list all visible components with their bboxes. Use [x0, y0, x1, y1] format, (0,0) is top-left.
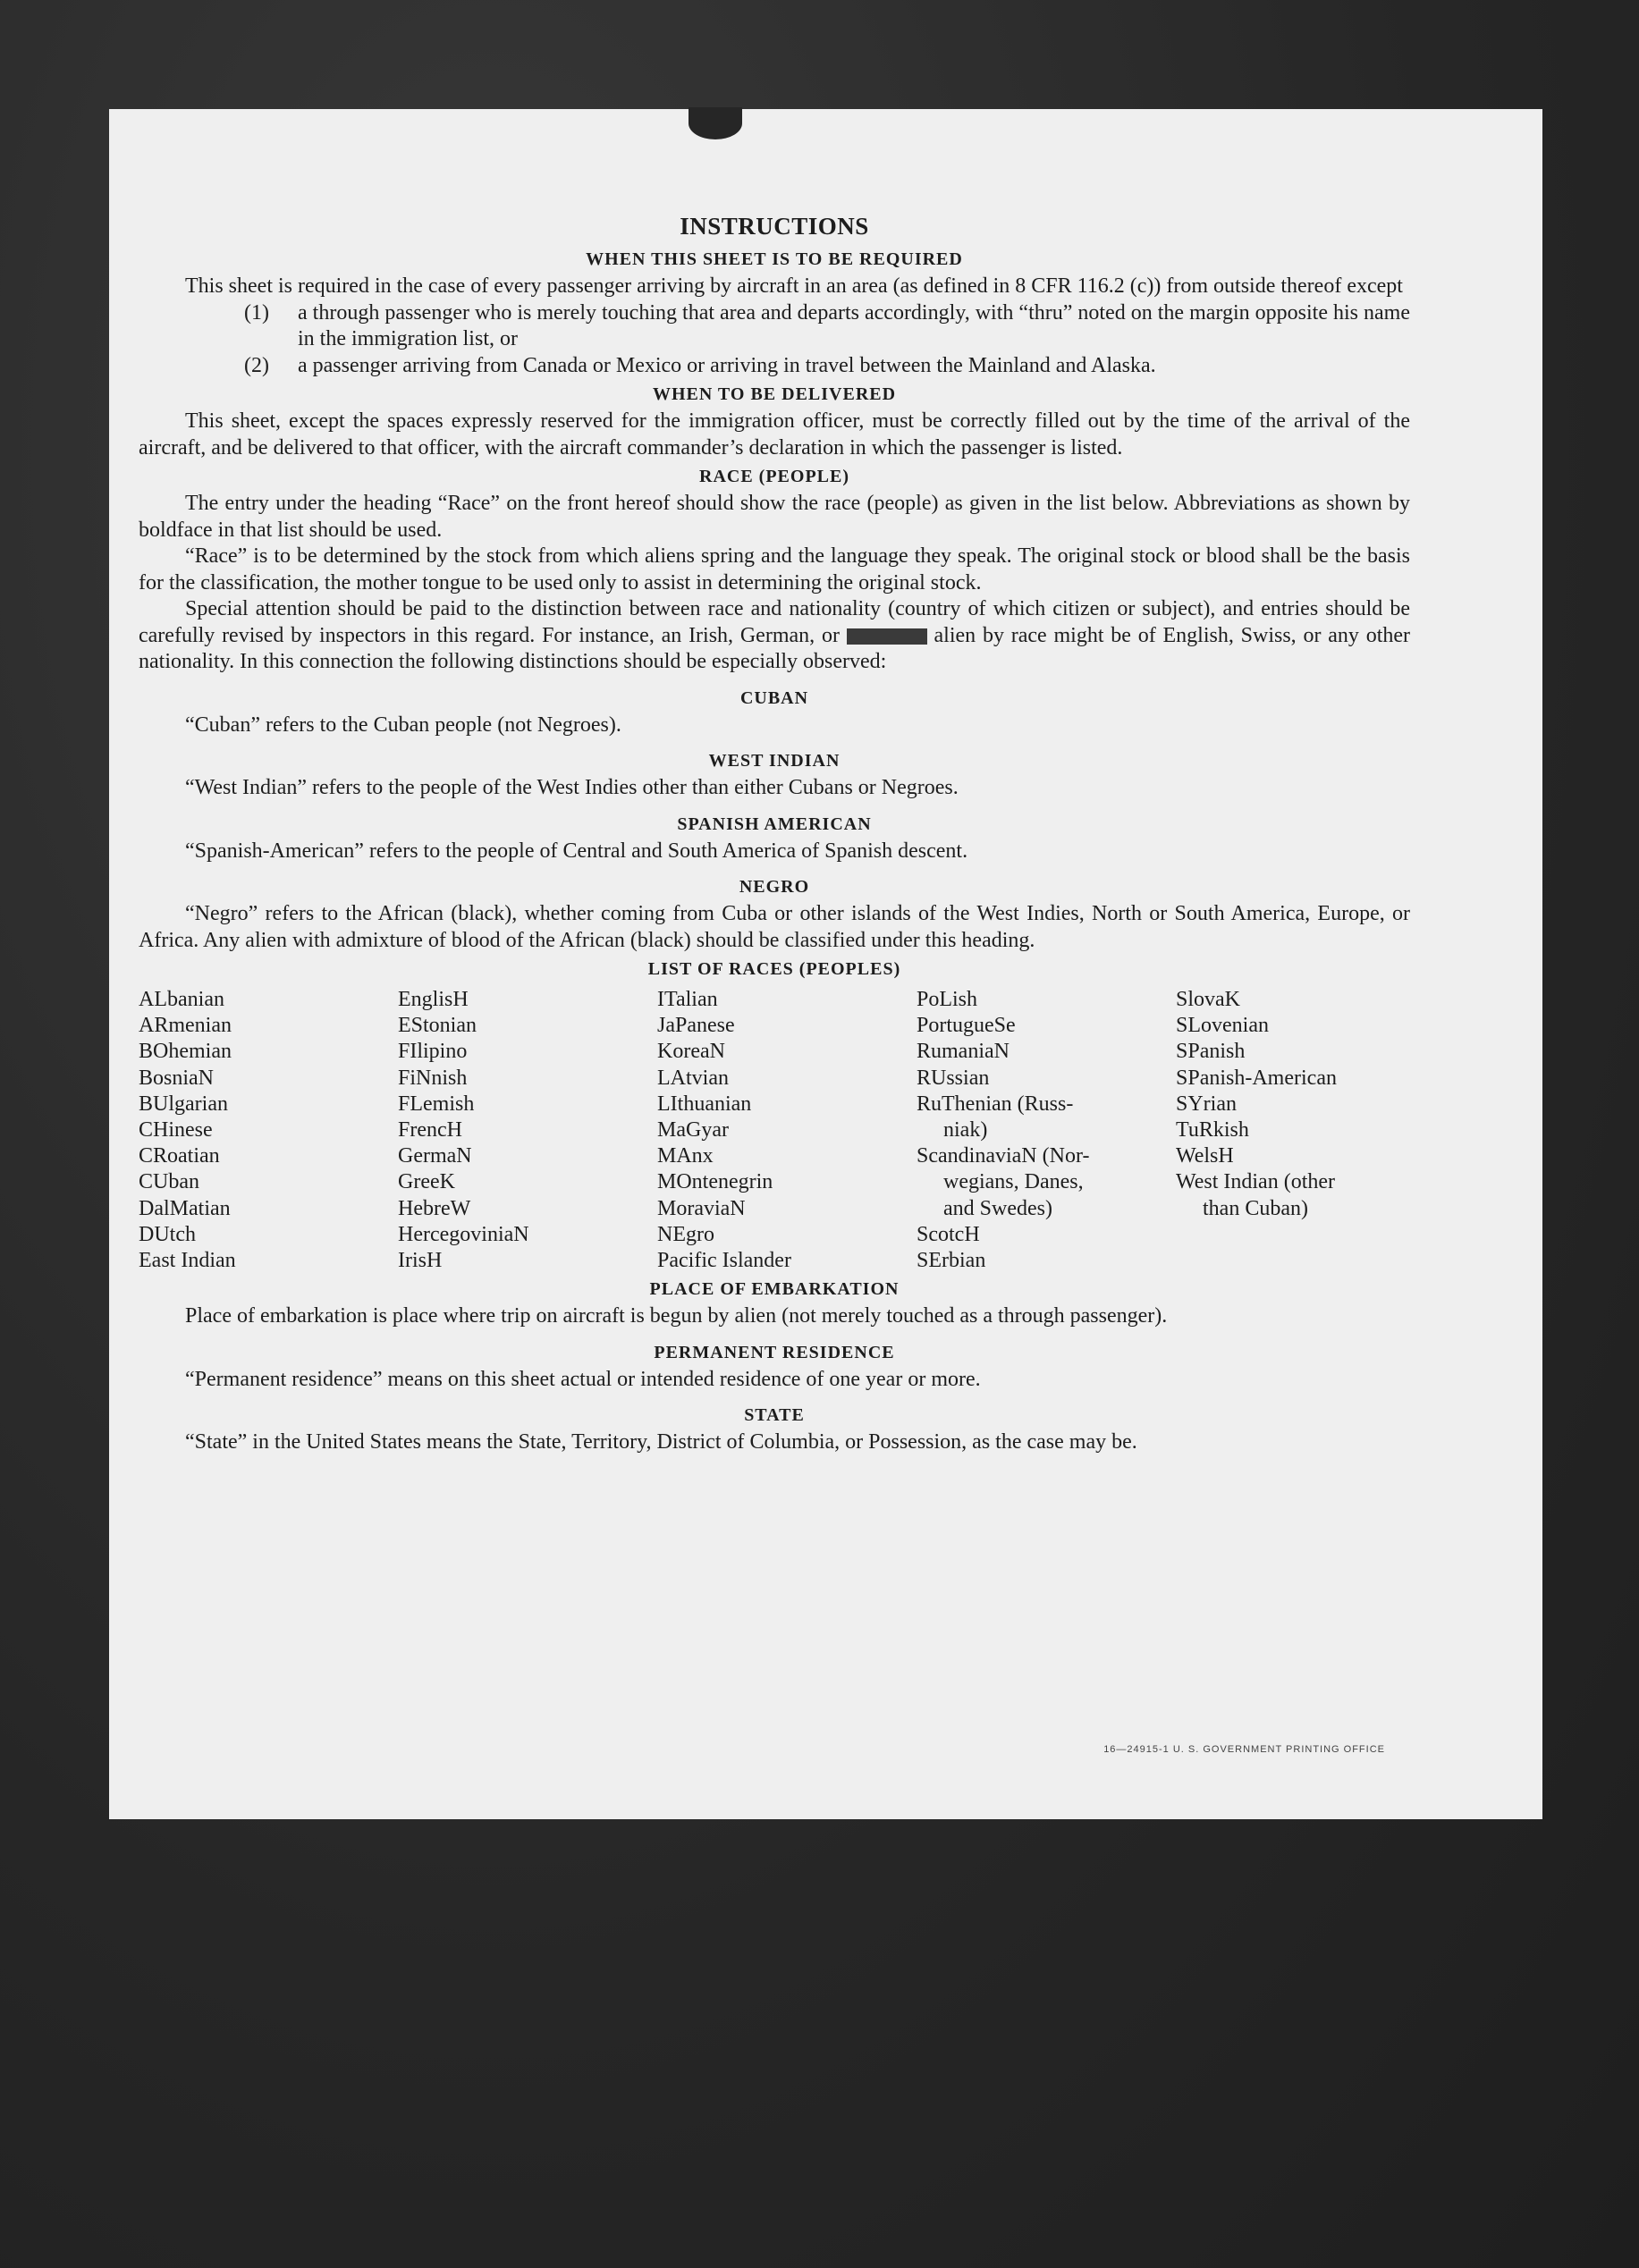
race-entry-continued: and Swedes)	[943, 1196, 1052, 1220]
instruction-sheet	[109, 109, 1542, 1819]
item-number: (2)	[244, 353, 269, 377]
race-paragraph-1: The entry under the heading “Race” on the front hereof should show the race (people) as given in the list below. Abbreviations as shown by boldface in that list should be used.	[139, 492, 1410, 542]
heading-when-required: WHEN THIS SHEET IS TO BE REQUIRED	[586, 249, 963, 269]
race-entry: PoLish	[917, 988, 978, 1011]
race-entry: ITalian	[657, 988, 718, 1011]
heading-race: RACE (PEOPLE)	[699, 467, 849, 486]
race-entry-continued: wegians, Danes,	[943, 1170, 1084, 1194]
race-entry: IrisH	[398, 1249, 443, 1273]
race-entry: SLovenian	[1176, 1014, 1269, 1038]
race-entry: GermaN	[398, 1144, 472, 1168]
race-entry: BUlgarian	[139, 1092, 228, 1116]
race-entry: SErbian	[917, 1249, 986, 1273]
exception-item-2	[139, 353, 1410, 380]
redaction-mark	[847, 628, 927, 645]
cuban-text: “Cuban” refers to the Cuban people (not Negroes).	[185, 712, 621, 737]
race-entry: MAnx	[657, 1144, 714, 1168]
race-entry-continued: niak)	[943, 1118, 988, 1142]
race-entry: CUban	[139, 1170, 199, 1194]
spanish-american-text: “Spanish-American” refers to the people of Central and South America of Spanish descent.	[185, 839, 968, 863]
race-entry: LIthuanian	[657, 1092, 752, 1116]
race-entry: BOhemian	[139, 1040, 232, 1064]
required-intro: This sheet is required in the case of every passenger arriving by aircraft in an area (as defined in 8 CFR 116.2 (c)) from outside thereof except	[185, 274, 1403, 298]
race-entry: ScotcH	[917, 1222, 980, 1246]
heading-spanish-american: SPANISH AMERICAN	[677, 814, 872, 834]
race-entry: RumaniaN	[917, 1040, 1010, 1064]
race-paragraph-3b: alien by race might be of English, Swiss, or any other nationality. In this connection the following distinctions should be especially observed:	[139, 623, 1411, 673]
page-title: INSTRUCTIONS	[680, 213, 869, 240]
race-entry: SPanish-American	[1176, 1066, 1337, 1090]
race-entry: KoreaN	[657, 1040, 725, 1064]
race-paragraph-2: “Race” is to be determined by the stock from which aliens spring and the language they speak. The original stock or blood shall be the basis for the classification, the mother tongue to be used only to assist in determining the original stock.	[139, 544, 1410, 594]
west-indian-text: “West Indian” refers to the people of the West Indies other than either Cubans or Negroes.	[185, 776, 959, 799]
race-entry: DUtch	[139, 1222, 196, 1246]
item-number: (1)	[244, 300, 269, 325]
race-entry: EStonian	[398, 1014, 477, 1038]
race-entry: BosniaN	[139, 1066, 214, 1090]
race-entry: MoraviaN	[657, 1196, 746, 1220]
race-entry: West Indian (other	[1176, 1170, 1336, 1194]
race-entry: SPanish	[1176, 1040, 1246, 1064]
printing-office-code: 16—24915-1 U. S. GOVERNMENT PRINTING OFFICE	[1103, 1744, 1385, 1755]
race-entry-continued: than Cuban)	[1203, 1196, 1308, 1220]
race-entry: GreeK	[398, 1170, 455, 1194]
race-entry: RuThenian (Russ-	[917, 1092, 1074, 1116]
heading-embarkation: PLACE OF EMBARKATION	[649, 1279, 900, 1300]
embarkation-text: Place of embarkation is place where trip on aircraft is begun by alien (not merely touched as a through passenger).	[185, 1304, 1168, 1328]
heading-when-delivered: WHEN TO BE DELIVERED	[652, 384, 897, 404]
race-entry: TuRkish	[1176, 1118, 1249, 1142]
race-entry: ARmenian	[139, 1014, 232, 1038]
heading-residence: PERMANENT RESIDENCE	[654, 1342, 895, 1362]
race-entry: FiNnish	[398, 1066, 468, 1090]
race-entry: EnglisH	[398, 988, 469, 1011]
race-entry: FIlipino	[398, 1040, 468, 1064]
heading-negro: NEGRO	[739, 877, 810, 897]
exception-item-1	[139, 300, 1410, 353]
race-paragraph-3a: Special attention should be paid to the distinction between race and nationality (country of which citizen or subject), and entries should be carefully revised by inspectors in this regard. For instance, an Irish, German, or	[139, 597, 1410, 647]
heading-list-of-races: LIST OF RACES (PEOPLES)	[647, 959, 901, 979]
races-column-4	[917, 987, 1176, 1274]
race-entry: DalMatian	[139, 1196, 231, 1220]
heading-west-indian: WEST INDIAN	[708, 751, 841, 771]
delivered-text: This sheet, except the spaces expressly reserved for the immigration officer, must be correctly filled out by the time of the arrival of the aircraft, and be delivered to that officer, with the aircraft commander’s declaration in which the passenger is listed.	[139, 409, 1410, 460]
race-entry: HercegoviniaN	[398, 1222, 529, 1246]
race-entry: FLemish	[398, 1092, 475, 1116]
race-entry: JaPanese	[657, 1014, 735, 1038]
races-list	[139, 987, 1410, 1274]
race-entry: HebreW	[398, 1196, 471, 1220]
race-entry: SlovaK	[1176, 988, 1240, 1011]
race-entry: FrencH	[398, 1118, 462, 1142]
race-entry: RUssian	[917, 1066, 990, 1090]
punch-hole	[689, 107, 742, 139]
race-paragraph-3	[139, 596, 1410, 676]
races-column-5	[1176, 987, 1426, 1274]
race-entry: Pacific Islander	[657, 1249, 791, 1273]
race-entry: NEgro	[657, 1222, 714, 1246]
race-entry: MOntenegrin	[657, 1170, 773, 1194]
item-text: a passenger arriving from Canada or Mexico or arriving in travel between the Mainland and Alaska.	[298, 353, 1156, 377]
race-entry: CHinese	[139, 1118, 213, 1142]
race-entry: LAtvian	[657, 1066, 729, 1090]
race-entry: ScandinaviaN (Nor-	[917, 1144, 1090, 1168]
negro-text: “Negro” refers to the African (black), whether coming from Cuba or other islands of the West Indies, North or South America, Europe, or Africa. Any alien with admixture of blood of the African (black) should be classified under this heading.	[139, 902, 1410, 952]
race-entry: MaGyar	[657, 1118, 729, 1142]
race-entry: CRoatian	[139, 1144, 220, 1168]
races-column-3	[657, 987, 917, 1274]
race-entry: SYrian	[1176, 1092, 1237, 1116]
item-text: a through passenger who is merely touching that area and departs accordingly, with “thru” noted on the margin opposite his name in the immigration list, or	[298, 300, 1410, 350]
race-entry: WelsH	[1176, 1144, 1234, 1168]
state-text: “State” in the United States means the State, Territory, District of Columbia, or Possession, as the case may be.	[185, 1430, 1137, 1454]
residence-text: “Permanent residence” means on this sheet actual or intended residence of one year or more.	[185, 1367, 981, 1391]
heading-cuban: CUBAN	[739, 687, 809, 708]
race-entry: East Indian	[139, 1249, 236, 1273]
race-entry: ALbanian	[139, 988, 224, 1011]
races-column-1	[139, 987, 398, 1274]
heading-state: STATE	[744, 1405, 805, 1426]
races-column-2	[398, 987, 657, 1274]
race-entry: PortugueSe	[917, 1014, 1016, 1038]
